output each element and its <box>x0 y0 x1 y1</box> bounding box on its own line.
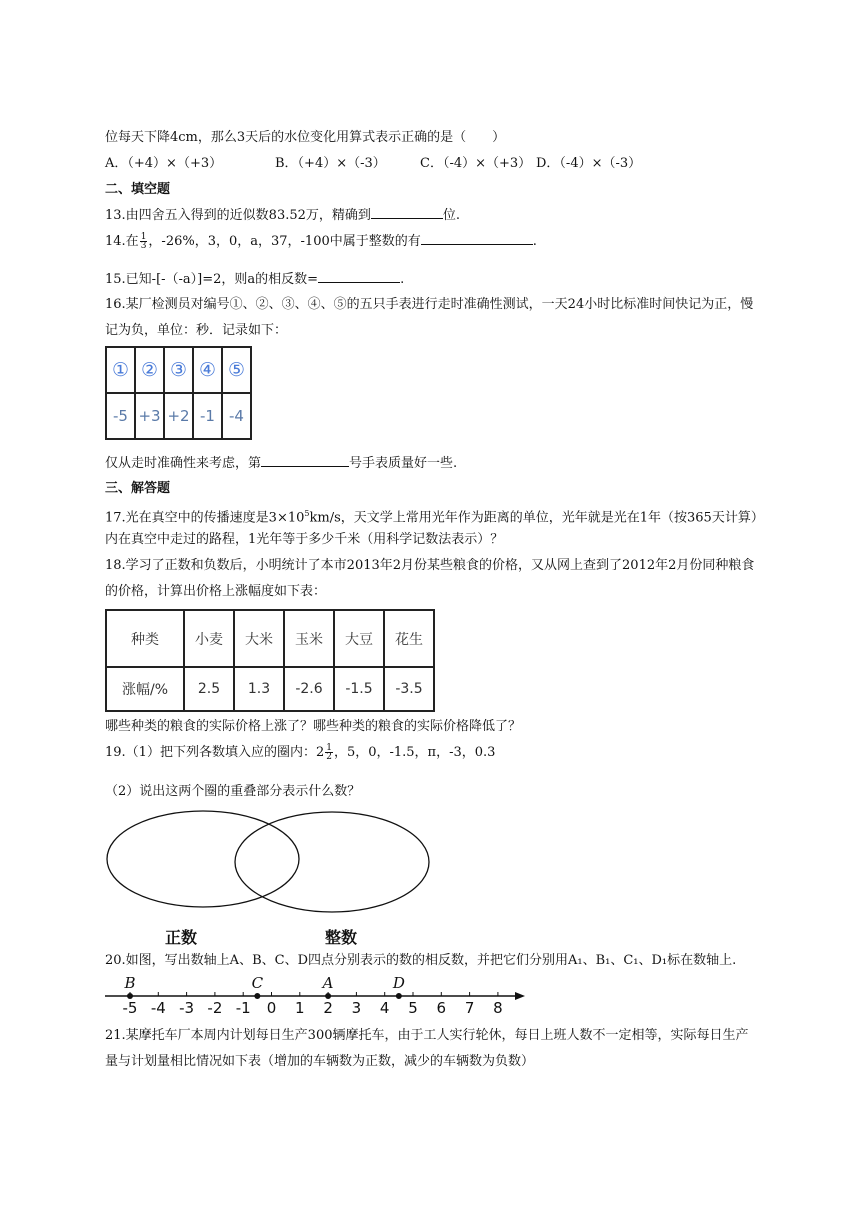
grain-value-cell: 2.5 <box>184 667 234 711</box>
number-line-tick-label: 3 <box>351 999 362 1017</box>
grain-header-cell: 大豆 <box>334 610 384 667</box>
grain-value-cell: -1.5 <box>334 667 384 711</box>
number-line-tick-label: 8 <box>493 999 503 1017</box>
question-18-line2: 的价格，计算出价格上涨幅度如下表： <box>105 584 327 599</box>
grain-header-cell: 花生 <box>384 610 434 667</box>
arrow-right-icon <box>515 992 525 1000</box>
number-line-tick-label: 0 <box>266 999 277 1017</box>
venn-right-label: 整数 <box>325 928 358 947</box>
number-line-point <box>254 993 260 999</box>
number-line-point <box>325 993 331 999</box>
venn-right-circle <box>235 812 429 912</box>
q14-text: 14.在 <box>105 234 139 249</box>
watch-id-cell: ③ <box>164 347 193 393</box>
number-line-tick-label: -1 <box>235 999 251 1017</box>
question-19-part1 <box>105 744 495 762</box>
q13-text: 13.由四舍五入得到的近似数83.52万，精确到 <box>105 208 371 223</box>
watch-value-cell: -5 <box>106 393 135 439</box>
choice-d: D．（-4）×（-3） <box>536 156 642 171</box>
fraction-denominator: 3 <box>140 241 147 251</box>
venn-diagram <box>100 806 440 918</box>
question-12-stem: 位每天下降4cm，那么3天后的水位变化用算式表示正确的是（ ） <box>105 130 506 145</box>
grain-header-row <box>106 610 434 667</box>
number-line-tick-label: -4 <box>150 999 166 1017</box>
watch-id-cell: ⑤ <box>222 347 251 393</box>
question-19-part2: （2）说出这两个圈的重叠部分表示什么数？ <box>105 784 361 799</box>
number-line-tick-label: -5 <box>122 999 138 1017</box>
answer-blank <box>421 232 533 245</box>
answer-blank <box>371 206 443 219</box>
number-line-tick-label: 6 <box>436 999 447 1017</box>
q19-text: 19.（1）把下列各数填入应的圈内：2 <box>105 745 325 760</box>
grain-price-table <box>105 609 435 712</box>
watch-value-cell: -1 <box>193 393 222 439</box>
answer-blank <box>261 454 349 467</box>
fraction <box>140 233 148 250</box>
q16-after-text: 仅从走时准确性来考虑，第 <box>105 456 262 471</box>
question-17-line1 <box>105 505 764 527</box>
grain-header-cell: 玉米 <box>284 610 334 667</box>
q19-text-rest: ，5，0，-1.5，π，-3，0.3 <box>333 745 496 760</box>
question-16-line1: 16.某厂检测员对编号①、②、③、④、⑤的五只手表进行走时准确性测试，一天24小时比标准时间快记为正，慢 <box>105 297 754 312</box>
q15-end: . <box>400 272 405 287</box>
q13-text-end: 位. <box>442 208 461 223</box>
question-16-after <box>105 454 457 473</box>
question-18-line1: 18.学习了正数和负数后，小明统计了本市2013年2月份某些粮食的价格，又从网上查到了2012年2月份同种粮食 <box>105 558 755 573</box>
question-13 <box>105 206 460 225</box>
q14-end: . <box>532 234 537 249</box>
question-21-line2: 量与计划量相比情况如下表（增加的车辆数为正数，减少的车辆数为负数） <box>105 1054 535 1069</box>
choice-b: B．（+4）×（-3） <box>275 156 386 171</box>
question-16-line2: 记为负，单位：秒．记录如下： <box>105 323 288 338</box>
number-line-tick-label: 7 <box>464 999 475 1017</box>
number-line-point-label: C <box>251 974 264 992</box>
grain-header-cell: 小麦 <box>184 610 234 667</box>
grain-value-cell: -3.5 <box>384 667 434 711</box>
number-line-point <box>127 993 133 999</box>
number-line <box>100 972 530 1018</box>
q15-text: 15.已知-[-（-a）]=2，则a的相反数= <box>105 272 319 287</box>
number-line-tick-label: 2 <box>323 999 333 1017</box>
number-line-tick-label: -2 <box>207 999 223 1017</box>
venn-left-label: 正数 <box>165 928 198 947</box>
watch-value-row <box>106 393 251 439</box>
grain-value-cell: 涨幅/% <box>106 667 184 711</box>
watch-value-cell: +2 <box>164 393 193 439</box>
number-line-point-label: A <box>322 974 334 992</box>
number-line-tick-label: 1 <box>295 999 305 1017</box>
number-line-tick-label: 5 <box>408 999 418 1017</box>
section-heading-fill: 二、填空题 <box>105 182 171 197</box>
question-17-line2: 内在真空中走过的路程，1光年等于多少千米（用科学记数法表示）？ <box>105 532 504 547</box>
question-18-after: 哪些种类的粮食的实际价格上涨了？哪些种类的粮食的实际价格降低了？ <box>105 719 522 734</box>
grain-header-cell: 种类 <box>106 610 184 667</box>
number-line-tick-label: 4 <box>379 999 390 1017</box>
venn-left-circle <box>107 811 299 907</box>
watch-value-cell: +3 <box>135 393 164 439</box>
choice-a: A．（+4）×（+3） <box>105 156 223 171</box>
number-line-point-label: B <box>124 974 136 992</box>
question-20: 20.如图，写出数轴上A、B、C、D四点分别表示的数的相反数，并把它们分别用A₁、B₁、C₁、D₁标在数轴上. <box>105 953 737 968</box>
number-line-tick-label: -3 <box>179 999 195 1017</box>
fraction-numerator: 1 <box>140 232 147 242</box>
grain-value-row <box>106 667 434 711</box>
grain-header-cell: 大米 <box>234 610 284 667</box>
watch-id-cell: ① <box>106 347 135 393</box>
question-15 <box>105 270 404 289</box>
number-line-point-label: D <box>392 974 405 992</box>
watch-id-cell: ② <box>135 347 164 393</box>
answer-blank <box>318 270 400 283</box>
watch-value-cell: -4 <box>222 393 251 439</box>
q14-text-rest: ，-26%，3，0，a，37，-100中属于整数的有 <box>148 234 421 249</box>
q17-text: 17.光在真空中的传播速度是3×10 <box>105 510 305 526</box>
q16-after-end: 号手表质量好一些. <box>349 456 458 471</box>
fraction <box>325 744 333 761</box>
watch-id-cell: ④ <box>193 347 222 393</box>
exponent: 5 <box>304 509 310 518</box>
choice-c: C．（-4）×（+3） <box>420 156 532 171</box>
q17-text-rest: km/s，天文学上常用光年作为距离的单位，光年就是光在1年（按365天计算） <box>309 510 764 526</box>
question-14 <box>105 232 537 251</box>
watch-id-row <box>106 347 251 393</box>
question-21-line1: 21.某摩托车厂本周内计划每日生产300辆摩托车，由于工人实行轮休，每日上班人数不一定相等，实际每日生产 <box>105 1028 749 1043</box>
section-heading-answer: 三、解答题 <box>105 481 171 496</box>
watch-table <box>105 346 252 440</box>
grain-value-cell: -2.6 <box>284 667 334 711</box>
number-line-point <box>396 993 402 999</box>
fraction-numerator: 1 <box>326 743 332 753</box>
grain-value-cell: 1.3 <box>234 667 284 711</box>
fraction-denominator: 2 <box>326 752 332 762</box>
